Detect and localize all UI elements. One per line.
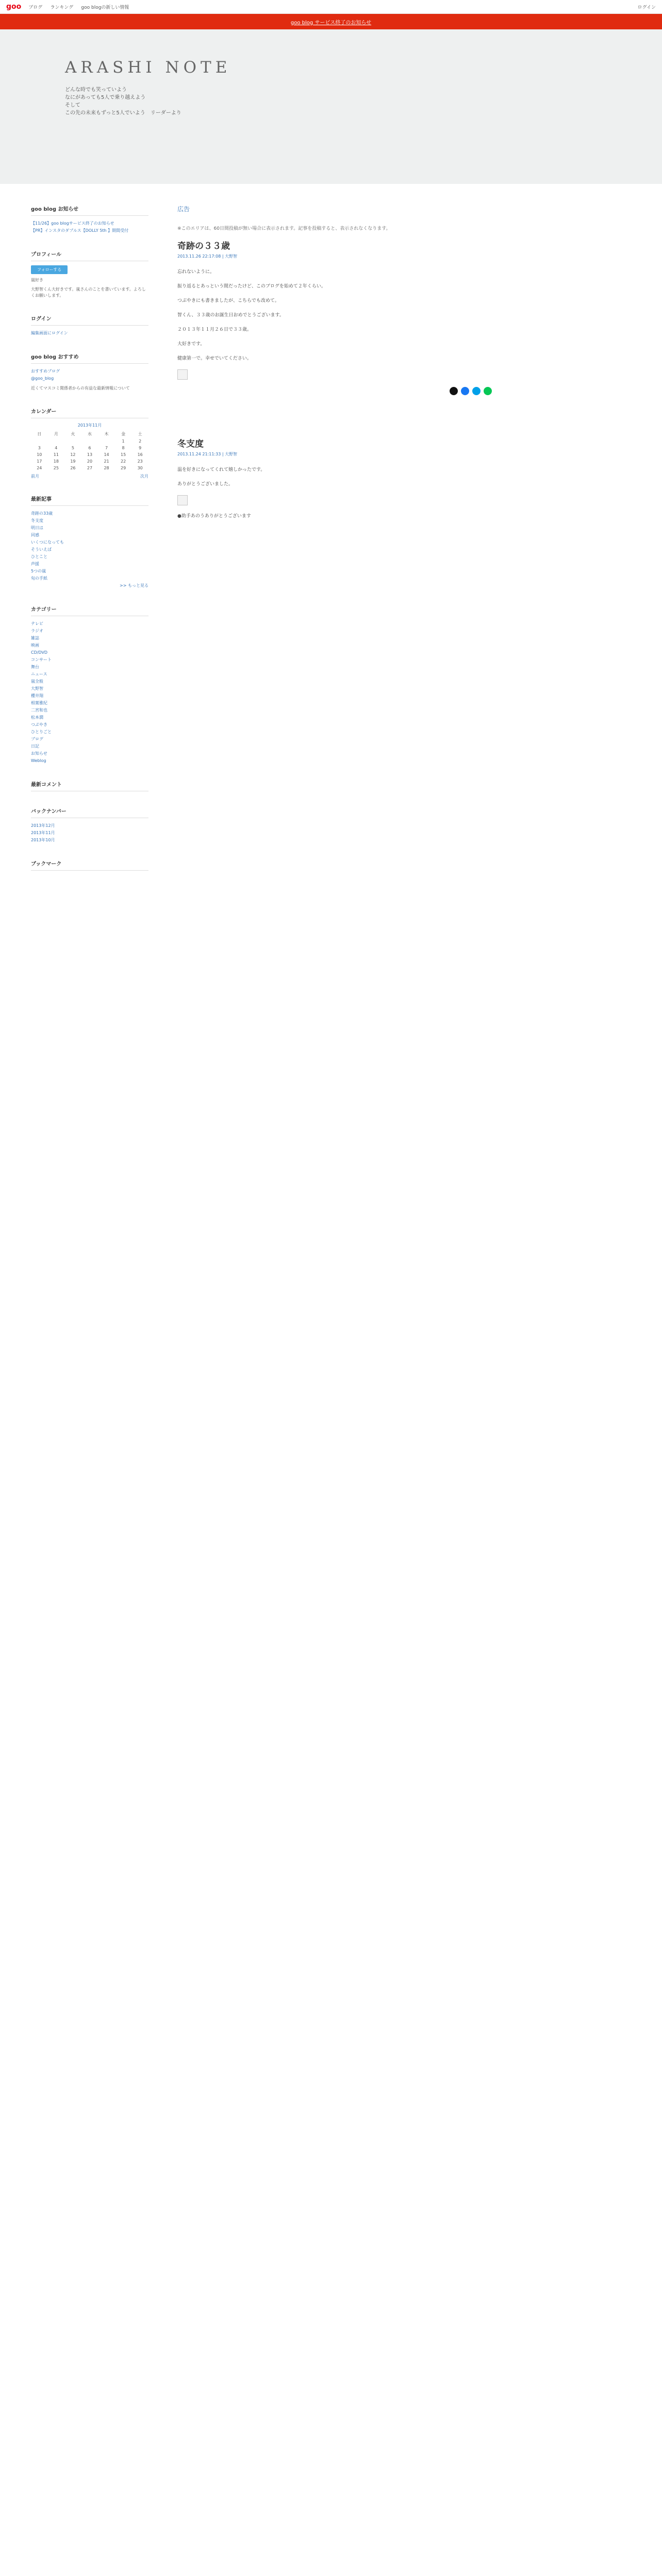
calendar-weekday: 水	[87, 432, 92, 436]
calendar-day[interactable]: 4	[55, 446, 58, 450]
calendar-next[interactable]: 次月	[140, 474, 148, 479]
calendar-day[interactable]: 15	[121, 452, 126, 457]
calendar-day[interactable]: 17	[37, 459, 42, 464]
calendar-day[interactable]: 8	[122, 446, 125, 450]
entry-paragraph: ありがとうございました。	[177, 482, 234, 487]
blog-desc-line: どんな時でも笑っていよう	[65, 87, 127, 93]
calendar-day[interactable]: 22	[121, 459, 126, 464]
nav-ranking[interactable]: ランキング	[50, 5, 74, 10]
calendar-day[interactable]: 3	[38, 446, 41, 450]
follow-button[interactable]: フォローする	[31, 265, 68, 274]
profile-block	[31, 250, 148, 299]
calendar-block	[31, 407, 148, 479]
recent-title: 最新記事	[31, 495, 148, 506]
category-link[interactable]: お知らせ	[31, 751, 47, 756]
profile-name: 嵐好き	[31, 278, 43, 282]
calendar-day[interactable]: 27	[87, 466, 93, 470]
entry-paragraph: 振り返るとあっという間だったけど、このブログを始めて２年くらい。	[177, 284, 326, 289]
category-link[interactable]: 二宮和也	[31, 708, 47, 713]
calendar-day[interactable]: 20	[87, 459, 93, 464]
calendar-weekday: 金	[121, 432, 126, 436]
recent-article-link[interactable]: 明日は	[31, 526, 43, 530]
category-link[interactable]: ニュース	[31, 672, 47, 676]
osusume-note: 近くてマスコミ関係者からの有益な最新情報について	[31, 386, 130, 391]
entry-date[interactable]: 2013.11.24 21:11:33 | 大野智	[177, 452, 238, 456]
category-link[interactable]: 日記	[31, 744, 39, 749]
calendar-day[interactable]: 19	[70, 459, 76, 464]
bookmark-title: ブックマーク	[31, 859, 148, 871]
category-title: カテゴリー	[31, 605, 148, 616]
calendar-weekday: 月	[54, 432, 58, 436]
calendar-day[interactable]: 14	[104, 452, 109, 457]
osusume-block	[31, 352, 148, 392]
calendar-day[interactable]: 12	[70, 452, 76, 457]
calendar-day[interactable]: 9	[139, 446, 142, 450]
osusume-item[interactable]: @goo_blog	[31, 376, 54, 381]
backnumber-block	[31, 807, 148, 844]
calendar-day[interactable]: 30	[137, 466, 143, 470]
category-link[interactable]: Weblog	[31, 758, 46, 763]
blog-title[interactable]: ARASHI NOTE	[65, 58, 231, 77]
recent-article-link[interactable]: いくつになっても	[31, 540, 64, 545]
calendar-weekday: 火	[71, 432, 75, 436]
login-title: ログイン	[31, 314, 148, 326]
comments-block	[31, 780, 148, 791]
calendar-day[interactable]: 10	[37, 452, 42, 457]
recent-article-link[interactable]: 奇跡の33歳	[31, 511, 53, 516]
entry-paragraph: 健康第一で。幸せでいてください。	[177, 356, 252, 361]
entry-paragraph: 温を好きになってくれて嬉しかったです。	[177, 467, 266, 472]
line-share-icon[interactable]	[484, 387, 492, 395]
calendar-day[interactable]: 23	[137, 459, 143, 464]
calendar-day[interactable]: 26	[70, 466, 76, 470]
calendar-day[interactable]: 16	[137, 452, 143, 457]
nav-blog[interactable]: ブログ	[28, 5, 43, 10]
backnumber-title: バックナンバー	[31, 807, 148, 818]
calendar-day[interactable]: 5	[71, 446, 74, 450]
calendar-day	[81, 438, 98, 445]
calendar-day[interactable]: 7	[105, 446, 108, 450]
category-link[interactable]: ブログ	[31, 737, 43, 741]
recent-article-link[interactable]: 声援	[31, 562, 39, 566]
calendar-weekday: 日	[37, 432, 42, 436]
calendar-day	[98, 438, 115, 445]
main-column	[177, 205, 492, 561]
calendar-day	[48, 438, 65, 445]
category-link[interactable]: CD/DVD	[31, 650, 48, 655]
blog-desc-line: そして	[65, 103, 80, 108]
category-block	[31, 605, 148, 765]
calendar-weekday: 木	[104, 432, 109, 436]
recent-article-link[interactable]: 冬支度	[31, 518, 43, 523]
category-link[interactable]: 櫻井翔	[31, 693, 43, 698]
admin-login-link[interactable]: 編集画面にログイン	[31, 331, 68, 335]
entry	[177, 239, 492, 395]
calendar-day[interactable]: 18	[53, 459, 59, 464]
ad-label: 広告	[177, 206, 190, 213]
category-link[interactable]: テレビ	[31, 621, 43, 626]
calendar-caption: 2013年11月	[77, 423, 102, 428]
profile-title: プロフィール	[31, 250, 148, 261]
osusume-title: goo blog おすすめ	[31, 352, 148, 364]
entry-body	[177, 466, 492, 520]
service-end-banner	[0, 14, 662, 29]
comments-title: 最新コメント	[31, 780, 148, 791]
calendar-day[interactable]: 21	[104, 459, 109, 464]
blog-description	[65, 86, 662, 117]
category-link[interactable]: 映画	[31, 643, 39, 648]
goo-logo[interactable]: goo	[6, 3, 22, 11]
category-link[interactable]: ひとりごと	[31, 730, 52, 734]
hatena-share-icon[interactable]	[472, 387, 481, 395]
facebook-share-icon[interactable]	[461, 387, 469, 395]
top-nav	[28, 4, 135, 10]
backnumber-item[interactable]: 2013年12月	[31, 823, 55, 828]
login-block	[31, 314, 148, 337]
recent-article-link[interactable]: ひとこと	[31, 554, 47, 559]
calendar-day[interactable]: 1	[122, 439, 125, 444]
calendar-day[interactable]: 24	[37, 466, 42, 470]
news-item[interactable]: 【11/26】goo blogサービス終了のお知らせ	[31, 221, 114, 226]
osusume-item[interactable]: おすすめブログ	[31, 369, 60, 374]
recent-article-link[interactable]: 5つの嵐	[31, 569, 46, 573]
blog-header	[0, 29, 662, 184]
x-share-icon[interactable]	[450, 387, 458, 395]
news-title: goo blog お知らせ	[31, 205, 148, 216]
calendar-day	[64, 438, 81, 445]
category-link[interactable]: 大野智	[31, 686, 43, 691]
profile-text: 大野智くん大好きです。嵐さんのことを書いています。よろしくお願いします。	[31, 287, 146, 298]
calendar-day[interactable]: 13	[87, 452, 93, 457]
calendar-prev[interactable]: 前月	[31, 474, 39, 479]
recent-article-link[interactable]: そういえば	[31, 547, 52, 552]
calendar-day[interactable]: 25	[53, 466, 59, 470]
share-buttons	[177, 387, 492, 395]
service-end-link[interactable]: goo blog サービス終了のお知らせ	[290, 20, 372, 26]
calendar-weekday: 土	[138, 432, 142, 436]
entry	[177, 436, 492, 520]
entry-paragraph: ２０１３年１１月２６日で３３歳。	[177, 327, 252, 332]
category-link[interactable]: つぶやき	[31, 722, 47, 727]
recent-article-link[interactable]: 同感	[31, 533, 39, 537]
entry-paragraph: 忘れないように。	[177, 269, 215, 275]
calendar-title: カレンダー	[31, 407, 148, 418]
entry-paragraph: 智くん、３３歳のお誕生日おめでとうございます。	[177, 313, 284, 318]
recent-article-link[interactable]: 旬の手紙	[31, 576, 47, 581]
entry-date[interactable]: 2013.11.26 22:17:08 | 大野智	[177, 254, 238, 259]
category-link[interactable]: ラジオ	[31, 629, 43, 633]
backnumber-item[interactable]: 2013年11月	[31, 831, 55, 835]
blog-desc-line: なにがあっても5人で乗り越えよう	[65, 95, 146, 100]
ad-notice: ※このエリアは、60日間投稿が無い場合に表示されます。記事を投稿すると、表示されなくなります。	[177, 226, 391, 231]
login-link[interactable]: ログイン	[637, 5, 656, 10]
entry-paragraph: 大好きです。	[177, 342, 205, 347]
calendar-day[interactable]: 28	[104, 466, 109, 470]
calendar-day[interactable]: 11	[53, 452, 59, 457]
entry-paragraph: つぶやきにも書きましたが、こちらでも改めて。	[177, 298, 279, 303]
entry-title[interactable]: 冬支度	[177, 439, 204, 449]
calendar-day[interactable]: 2	[139, 439, 142, 444]
category-link[interactable]: 松本潤	[31, 715, 43, 720]
entry-title[interactable]: 奇跡の３３歳	[177, 241, 230, 251]
category-link[interactable]: 相葉雅紀	[31, 701, 47, 705]
recent-more-link[interactable]: >> もっと見る	[120, 583, 148, 588]
bookmark-block	[31, 859, 148, 871]
backnumber-item[interactable]: 2013年10月	[31, 838, 55, 842]
top-bar	[0, 0, 662, 14]
entry-body	[177, 268, 492, 380]
broken-image-icon	[177, 369, 188, 380]
category-link[interactable]: 嵐全般	[31, 679, 43, 684]
category-link[interactable]: コンサート	[31, 657, 52, 662]
calendar-day	[31, 438, 48, 445]
sidebar	[31, 205, 148, 886]
news-block	[31, 205, 148, 234]
calendar-day[interactable]: 6	[88, 446, 91, 450]
blog-desc-line: この先の未来もずっと5人でいよう リーダーより	[65, 110, 181, 116]
news-item[interactable]: 【PR】インスタのダブルス【DOLLY 5th 】期間受付	[31, 228, 129, 233]
category-link[interactable]: 舞台	[31, 665, 39, 669]
entry-paragraph: ●助手あのうありがとうございます	[177, 514, 251, 519]
recent-block	[31, 495, 148, 589]
broken-image-icon	[177, 495, 188, 505]
calendar-table	[31, 422, 148, 471]
category-link[interactable]: 雑誌	[31, 636, 39, 640]
nav-news[interactable]: goo blogの新しい情報	[81, 5, 129, 10]
calendar-day[interactable]: 29	[121, 466, 126, 470]
